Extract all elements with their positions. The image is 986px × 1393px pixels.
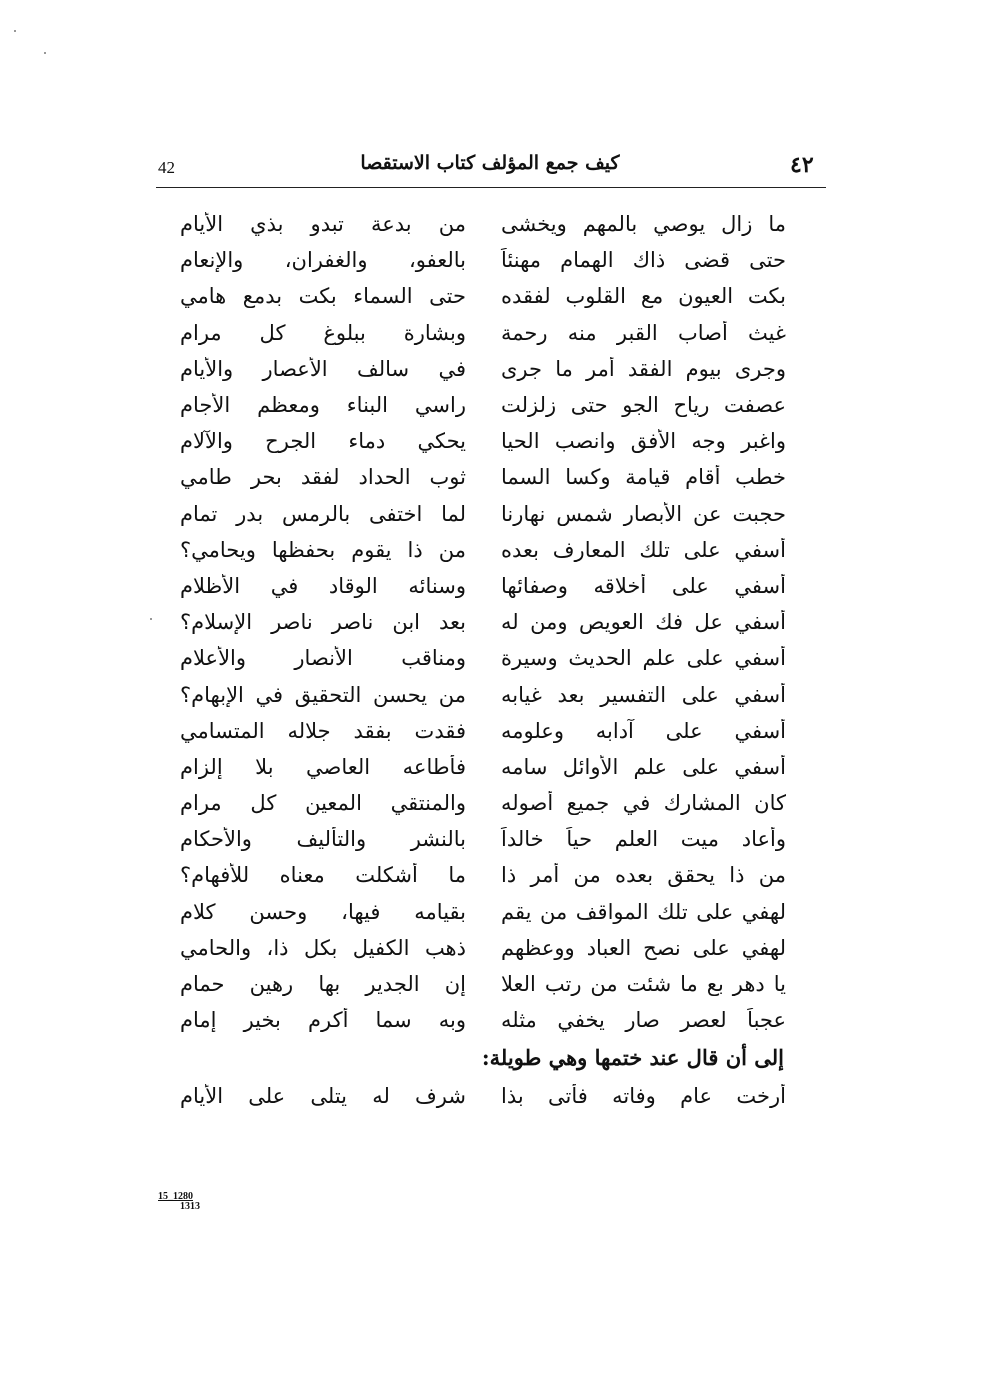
verse-second-hemistich: وسنائه الوقاد في الأظلام [180, 573, 466, 598]
verse-row [180, 351, 786, 387]
verse-first-hemistich: عصفت رياح الجو حتى زلزلت [501, 393, 786, 418]
verse-first-hemistich: أسفي على علم الحديث وسيرة [501, 646, 786, 671]
verse-row [180, 459, 786, 495]
verse-second-hemistich: راسي البناء ومعظم الأجام [180, 393, 466, 418]
verse-row [180, 930, 786, 966]
verse-second-hemistich: حتى السماء بكت بدمع هامي [180, 284, 466, 309]
verse-first-hemistich: وأعاد ميت العلم حياً خالداً [501, 827, 786, 852]
verse-first-hemistich: غيث أصاب القبر منه رحمة [501, 320, 786, 345]
footnote-code-bottom: 1313 [180, 1201, 200, 1212]
running-title: كيف جمع المؤلف كتاب الاستقصا [360, 152, 620, 174]
verse-second-hemistich: والمنتقي المعين كل مرام [180, 791, 466, 816]
footnote-code-top: 15_1280 [158, 1191, 193, 1202]
verse-second-hemistich: فقدت بفقد جلاله المتسامي [180, 718, 466, 743]
verse-row [180, 1002, 786, 1038]
verse-first-hemistich: وجرى بيوم الفقد أمر ما جرى [501, 356, 786, 381]
verse-first-hemistich: أسفي على علم الأوائل سامه [501, 754, 786, 779]
verse-second-hemistich: من بدعة تبدو بذي الأيام [180, 212, 466, 237]
verse-first-hemistich: من ذا يحقق بعده من أمر ذا [501, 863, 786, 888]
verse-second-hemistich: وبشارة ببلوغ كل مرام [180, 320, 466, 345]
verse-second-hemistich: وبه سما أكرم بخير إمام [180, 1008, 466, 1033]
verse-second-hemistich: من يحسن التحقيق في الإبهام؟ [180, 682, 466, 707]
verse-first-hemistich: يا دهر بع ما شئت من رتب العلا [501, 972, 786, 997]
verse-row [180, 604, 786, 640]
header-rule [156, 187, 826, 188]
verse-second-hemistich: شرف له يتلى على الأيام [180, 1084, 466, 1109]
verse-second-hemistich: من ذا يقوم بحفظها ويحامي؟ [180, 537, 466, 562]
poem [180, 206, 786, 1115]
verse-second-hemistich: لما اختفى بالرمس بدر تمام [180, 501, 466, 526]
verse-second-hemistich: يحكي دماء الجرح والآلام [180, 429, 466, 454]
scan-speck [44, 52, 46, 54]
verse-row [180, 894, 786, 930]
verse-row [180, 206, 786, 242]
verse-row [180, 568, 786, 604]
verse-row [180, 857, 786, 893]
verse-second-hemistich: بالنشر والتأليف والأحكام [180, 827, 466, 852]
scan-speck [14, 30, 16, 32]
verse-second-hemistich: إن الجدير بها رهين حمام [180, 972, 466, 997]
verse-second-hemistich: ما أشكلت معناه للأفهام؟ [180, 863, 466, 888]
verse-second-hemistich: فأطاعه العاصي بلا إلزام [180, 754, 466, 779]
verse-row [180, 676, 786, 712]
verse-first-hemistich: لهفي على نصح العباد ووعظهم [501, 935, 786, 960]
verse-row [180, 532, 786, 568]
verse-row [180, 785, 786, 821]
verse-row [180, 749, 786, 785]
verse-second-hemistich: في سالف الأعصار والأيام [180, 356, 466, 381]
verse-first-hemistich: لهفي على تلك المواقف من يقم [501, 899, 786, 924]
page-number-latin: 42 [158, 158, 175, 177]
verse-second-hemistich: ذهب الكفيل بكل ذا، والحامي [180, 935, 466, 960]
verse-first-hemistich: كان المشارك في جميع أصوله [501, 791, 786, 816]
verse-row [180, 423, 786, 459]
verse-first-hemistich: أسفي على التفسير بعد غيابه [501, 682, 786, 707]
verse-first-hemistich: حجبت عن الأبصار شمس نهارنا [501, 501, 786, 526]
verse-second-hemistich: ومناقب الأنصار والأعلام [180, 646, 466, 671]
verse-first-hemistich: أسفي عل فك العويص ومن له [501, 610, 786, 635]
verse-second-hemistich: بعد ابن ناصر ناصر الإسلام؟ [180, 610, 466, 635]
intro-line: إلى أن قال عند ختمها وهي طويلة: [481, 1044, 784, 1070]
verse-row [180, 713, 786, 749]
verse-first-hemistich: أرخت عام وفاته فأتى بذا [501, 1084, 786, 1109]
verse-row [180, 966, 786, 1002]
verse-first-hemistich: عجباً لعصر صار يخفي مثله [501, 1008, 786, 1033]
scan-speck [150, 618, 152, 620]
verse-row [180, 315, 786, 351]
verse-first-hemistich: خطب أقام قيامة وكسا السما [501, 465, 786, 490]
verse-first-hemistich: أسفي على آدابه وعلومه [501, 718, 786, 743]
verse-row [180, 387, 786, 423]
verse-row [180, 242, 786, 278]
verse-row [180, 640, 786, 676]
verse-row [180, 821, 786, 857]
footnote-code [158, 1192, 200, 1212]
verse-first-hemistich: بكت العيون مع القلوب لفقده [501, 284, 786, 309]
verse-first-hemistich: أسفي على تلك المعارف بعده [501, 537, 786, 562]
verse-first-hemistich: ما زال يوصي بالمهم ويخشى [501, 212, 786, 237]
verse-first-hemistich: أسفي على أخلاقه وصفائها [501, 573, 786, 598]
verse-second-hemistich: بالعفو، والغفران، والإنعام [180, 248, 466, 273]
verse-first-hemistich: واغبر وجه الأفق وانصب الحيا [501, 429, 786, 454]
verse-second-hemistich: ثوب الحداد لفقد بحر طامي [180, 465, 466, 490]
verse-first-hemistich: حتى قضى ذاك الهمام مهنئاً [501, 248, 786, 273]
verse-row [180, 278, 786, 314]
page-number-arabic: ٤٢ [790, 152, 814, 178]
verse-second-hemistich: بقيامه فيها، وحسن كلام [180, 899, 466, 924]
final-verse-row [180, 1078, 786, 1114]
verse-row [180, 496, 786, 532]
